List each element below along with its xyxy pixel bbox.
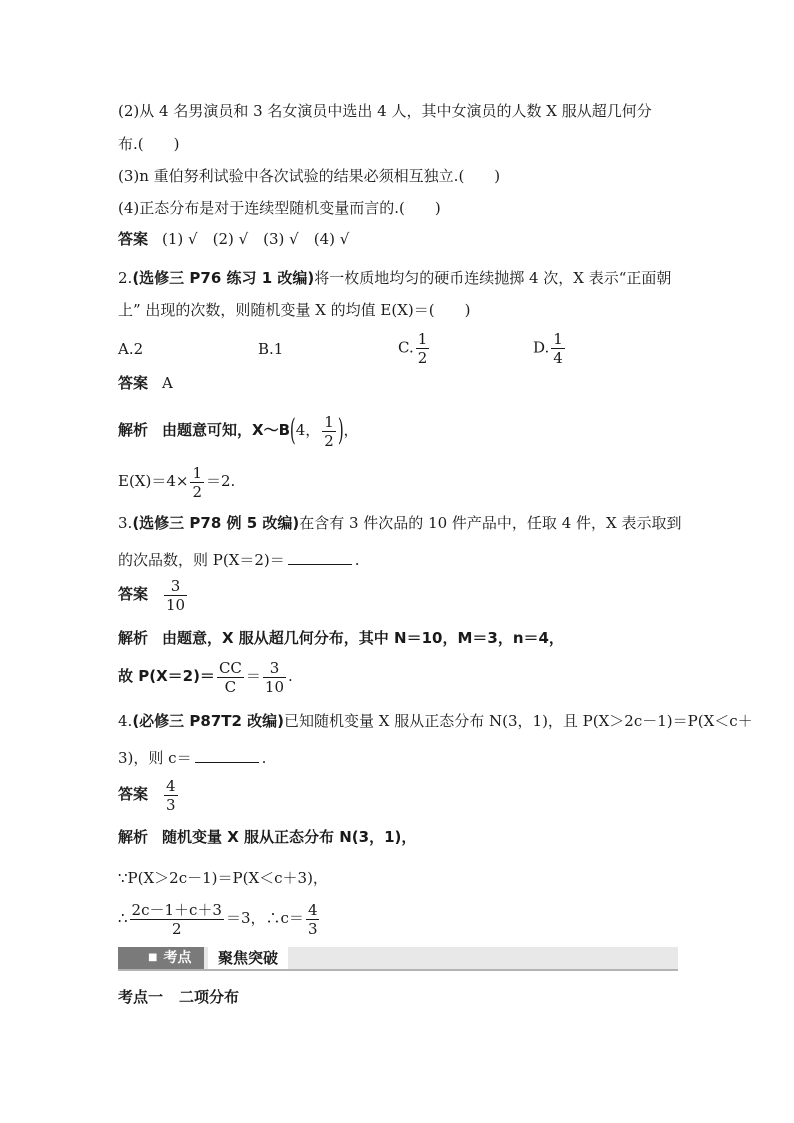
answer-text: A — [162, 374, 173, 392]
answer-blank — [288, 550, 352, 565]
fraction: $\frac{CC}{C}$ — [218, 658, 242, 696]
section-heading — [118, 987, 239, 1007]
fraction: $\frac{3}{10}$ — [166, 576, 186, 614]
square-bullet-icon: ■ — [148, 952, 158, 963]
judge-item-2-line-1: (2)从 4 名男演员和 3 名女演员中选出 4 人，其中女演员的人数 X 服从超几何分 — [118, 102, 652, 120]
q4-source: (必修三 P87T2 改编) — [132, 712, 285, 730]
section-label: 考点一 — [118, 988, 164, 1006]
judge-item-4: (4)正态分布是对于连续型随机变量而言的.( ) — [118, 199, 441, 217]
answer-label: 答案 — [118, 230, 149, 248]
judge-item-2-line-2: 布.( ) — [118, 135, 180, 153]
q2-number: 2. — [118, 269, 133, 287]
answer-label: 答案 — [118, 585, 149, 603]
section-title: 二项分布 — [179, 988, 240, 1006]
q4-line-2: 3)，则 c＝ . — [118, 749, 267, 767]
banner-title: 聚焦突破 — [208, 947, 288, 969]
q2-line-1 — [118, 268, 671, 288]
q4-analysis-line-3: ∴ $\frac{2c-1+c+3}{2}$ ＝3，∴c＝ $\frac{4}{3}$ — [118, 900, 318, 938]
q3-text-1: 在含有 3 件次品的 10 件产品中，任取 4 件，X 表示取到 — [299, 514, 682, 532]
section-banner — [118, 947, 678, 971]
q3-line-1 — [118, 513, 681, 533]
q2-option-c: C. $\frac{1}{2}$ — [398, 330, 428, 367]
judge-item-3: (3)n 重伯努利试验中各次试验的结果必须相互独立.( ) — [118, 167, 501, 185]
answer-blank — [195, 748, 259, 763]
q2-analysis-line-2: E(X)＝4× $\frac{1}{2}$ ＝2. — [118, 463, 236, 501]
analysis-label: 解析 — [118, 828, 149, 846]
analysis-label: 解析 — [118, 629, 149, 647]
q2-option-a: A.2 — [118, 340, 144, 358]
q2-option-d: D. $\frac{1}{4}$ — [533, 330, 563, 367]
fraction: $\frac{2c-1+c+3}{2}$ — [131, 900, 222, 938]
q3-number: 3. — [118, 514, 133, 532]
q3-analysis-line-1: 解析 由题意，X 服从超几何分布，其中 N＝10，M＝3，n＝4， — [118, 629, 564, 647]
fraction: $\frac{4}{3}$ — [307, 900, 318, 938]
banner-tag: ■ 考点 — [118, 947, 204, 969]
q2-option-b: B.1 — [258, 340, 284, 358]
q4-text-1: 已知随机变量 X 服从正态分布 N(3，1)，且 P(X＞2c－1)＝P(X＜c＋ — [284, 712, 753, 730]
q3-answer — [118, 574, 189, 614]
judge-answer — [118, 229, 349, 249]
analysis-label: 解析 — [118, 421, 149, 439]
fraction: $\frac{1}{2}$ — [324, 412, 334, 450]
q4-analysis-line-2: ∵P(X＞2c－1)＝P(X＜c＋3)， — [118, 869, 328, 887]
q3-line-2: 的次品数，则 P(X＝2)＝ . — [118, 551, 360, 569]
fraction: $\frac{1}{2}$ — [417, 330, 428, 367]
q2-answer — [118, 373, 173, 393]
answer-text: (1) √ (2) √ (3) √ (4) √ — [162, 230, 350, 248]
q4-line-1 — [118, 711, 753, 731]
q2-line-2: 上” 出现的次数，则随机变量 X 的均值 E(X)＝( ) — [118, 301, 471, 319]
q4-analysis-line-1: 解析 随机变量 X 服从正态分布 N(3，1)， — [118, 828, 417, 846]
q2-analysis-line-1: 解析 由题意可知，X～B(4， $\frac{1}{2}$ )， — [118, 412, 359, 450]
fraction: $\frac{4}{3}$ — [166, 776, 176, 814]
q4-number: 4. — [118, 712, 133, 730]
q2-source: (选修三 P76 练习 1 改编) — [132, 269, 315, 287]
fraction: $\frac{1}{4}$ — [553, 330, 563, 367]
q3-analysis-line-2: 故 P(X＝2)＝ $\frac{CC}{C}$ ＝ $\frac{3}{10}$ . — [118, 658, 293, 696]
fraction: $\frac{3}{10}$ — [264, 658, 285, 696]
fraction: $\frac{1}{2}$ — [192, 463, 202, 501]
q3-source: (选修三 P78 例 5 改编) — [132, 514, 300, 532]
answer-label: 答案 — [118, 374, 149, 392]
answer-label: 答案 — [118, 785, 149, 803]
q2-text-1: 将一枚质地均匀的硬币连续抛掷 4 次，X 表示“正面朝 — [314, 269, 672, 287]
q4-answer — [118, 774, 180, 814]
